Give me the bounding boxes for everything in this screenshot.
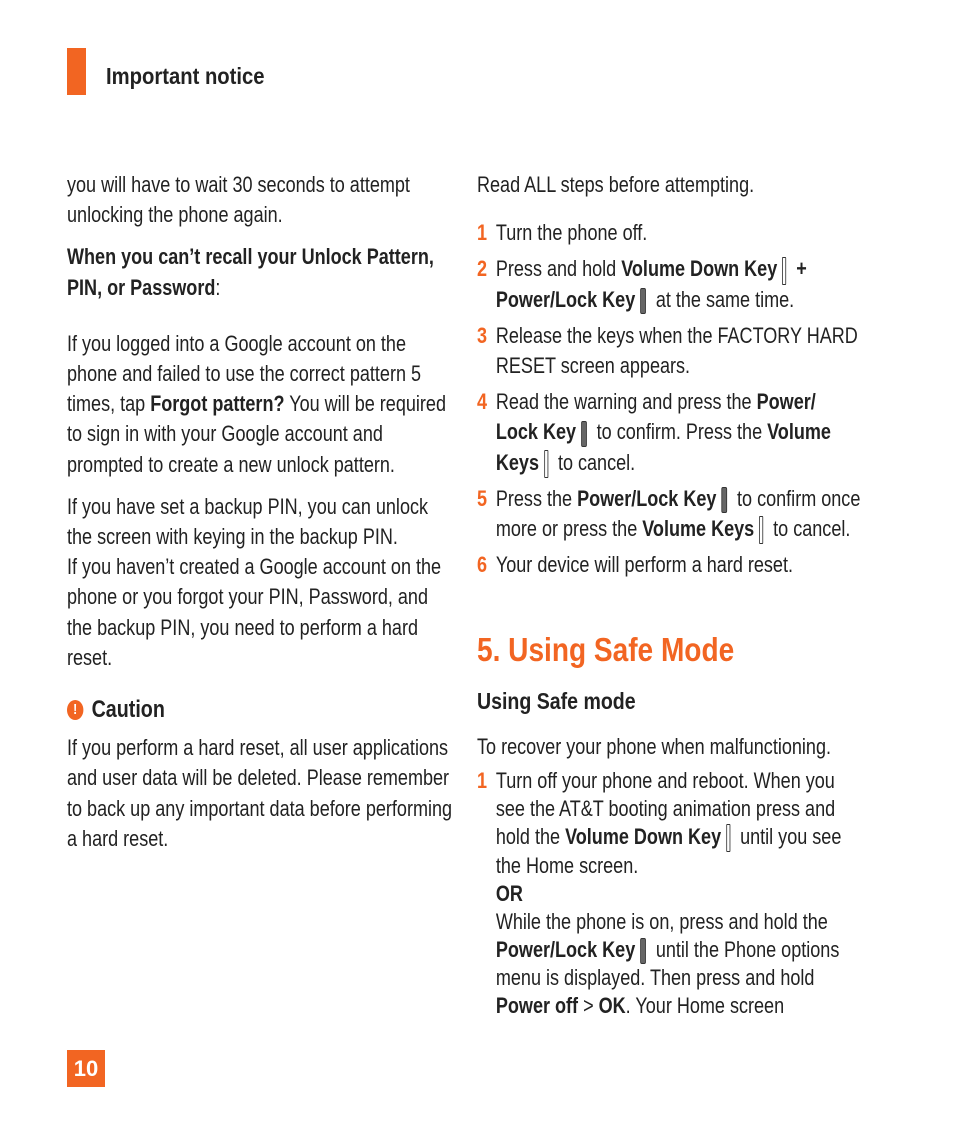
right-column (477, 170, 877, 586)
caution-title: Caution (91, 696, 165, 724)
volume-keys-icon (544, 450, 548, 478)
paragraph-google (67, 329, 452, 480)
left-column (67, 170, 457, 866)
step-number: 3 (477, 322, 488, 348)
safe-mode-text (477, 733, 862, 1020)
volume-keys-icon (759, 516, 763, 544)
step-text: to cancel. (552, 449, 636, 475)
or-label: OR (495, 881, 523, 907)
forgot-pattern-label: Forgot pattern? (150, 391, 285, 417)
power-off-label: Power off (495, 993, 579, 1019)
step-text: Release the keys when the FACTORY HARD RESET screen appears. (495, 322, 858, 379)
caution-heading (67, 695, 452, 725)
step-text: at the same time. (650, 286, 795, 312)
step-4 (477, 387, 862, 478)
volume-keys-label: Volume Keys (495, 419, 831, 475)
power-lock-key-label: Power/Lock Key (495, 937, 636, 963)
volume-down-key-icon (726, 824, 730, 852)
page-header-title: Important notice (106, 63, 265, 89)
step-text: Read the warning and press the (495, 389, 757, 415)
step-text: to confirm once more or press the (495, 485, 861, 542)
paragraph-google-a: If you logged into a Google account on the phone and failed to use the correct pattern 5 times, tap (67, 330, 422, 417)
step-text: until the Phone options menu is displayed. Then press and hold (495, 937, 840, 991)
safe-step-1 (477, 767, 862, 1020)
power-lock-key-icon (640, 938, 646, 964)
step-text: Turn off your phone and reboot. When you see the AT&T booting animation press and hold the (495, 768, 836, 849)
step-text: to cancel. (768, 516, 851, 542)
ok-label: OK (598, 993, 626, 1019)
caution-text: If you perform a hard reset, all user applications and user data will be deleted. Please remember to back up any important data before performing a hard reset. (67, 735, 453, 851)
unlock-heading-bold: When you can’t recall your Unlock Pattern, PIN, or Password (67, 244, 434, 300)
plus-sign: + (791, 256, 807, 282)
step-text: Press the (495, 485, 578, 511)
volume-down-key-label: Volume Down Key (621, 256, 778, 282)
paragraph-backup-pin: If you have set a backup PIN, you can unlock the screen with keying in the backup PIN. (67, 493, 429, 550)
sub-title: Using Safe mode (477, 688, 636, 714)
step-2 (477, 254, 862, 314)
step-text: While the phone is on, press and hold the (495, 909, 828, 935)
step-text: to confirm. Press the (591, 419, 768, 445)
step-number: 5 (477, 485, 488, 511)
step-text: until you see the Home screen. (495, 824, 842, 879)
power-lock-key-icon (581, 421, 587, 447)
step-text: Press and hold (495, 256, 622, 282)
unlock-heading-colon: : (215, 274, 221, 300)
step-text: Turn the phone off. (495, 220, 648, 246)
unlock-heading (67, 242, 452, 302)
power-lock-key-icon (640, 288, 646, 314)
power-lock-key-icon (721, 487, 727, 513)
safe-mode-intro: To recover your phone when malfunctioning. (477, 734, 831, 759)
step-5 (477, 484, 862, 544)
step-text: Your device will perform a hard reset. (495, 552, 793, 578)
step-number: 1 (477, 768, 488, 793)
volume-down-key-icon (782, 257, 786, 285)
step-3 (477, 321, 862, 381)
step-text: . Your Home screen (625, 993, 785, 1019)
step-text: > (578, 993, 599, 1019)
step-number: 6 (477, 552, 488, 578)
steps-intro: Read ALL steps before attempting. (477, 172, 755, 197)
left-text (67, 170, 452, 854)
volume-down-key-label: Volume Down Key (565, 824, 722, 849)
step-6 (477, 550, 862, 580)
section-title: 5. Using Safe Mode (477, 631, 735, 668)
step-number: 1 (477, 220, 488, 246)
safe-mode-content (477, 733, 877, 1026)
power-lock-key-label: Power/Lock Key (577, 485, 717, 511)
step-number: 2 (477, 256, 488, 282)
page-number: 10 (67, 1050, 105, 1087)
header-tab (67, 48, 86, 95)
right-text (477, 170, 862, 580)
power-lock-key-label: Power/Lock Key (495, 286, 636, 312)
paragraph-wait: you will have to wait 30 seconds to attempt unlocking the phone again. (67, 172, 410, 228)
power-lock-key-label: Power/ Lock Key (495, 389, 816, 445)
caution-icon: ! (67, 700, 83, 720)
paragraph-hard-reset: If you haven’t created a Google account on the phone or you forgot your PIN, Password, and the backup PIN, you need to perform a hard reset. (67, 554, 442, 670)
step-1 (477, 218, 862, 248)
step-number: 4 (477, 389, 488, 415)
paragraph-google-c: You will be required to sign in with your Google account and prompted to create a new unlock pattern. (67, 391, 446, 477)
volume-keys-label: Volume Keys (642, 516, 755, 542)
